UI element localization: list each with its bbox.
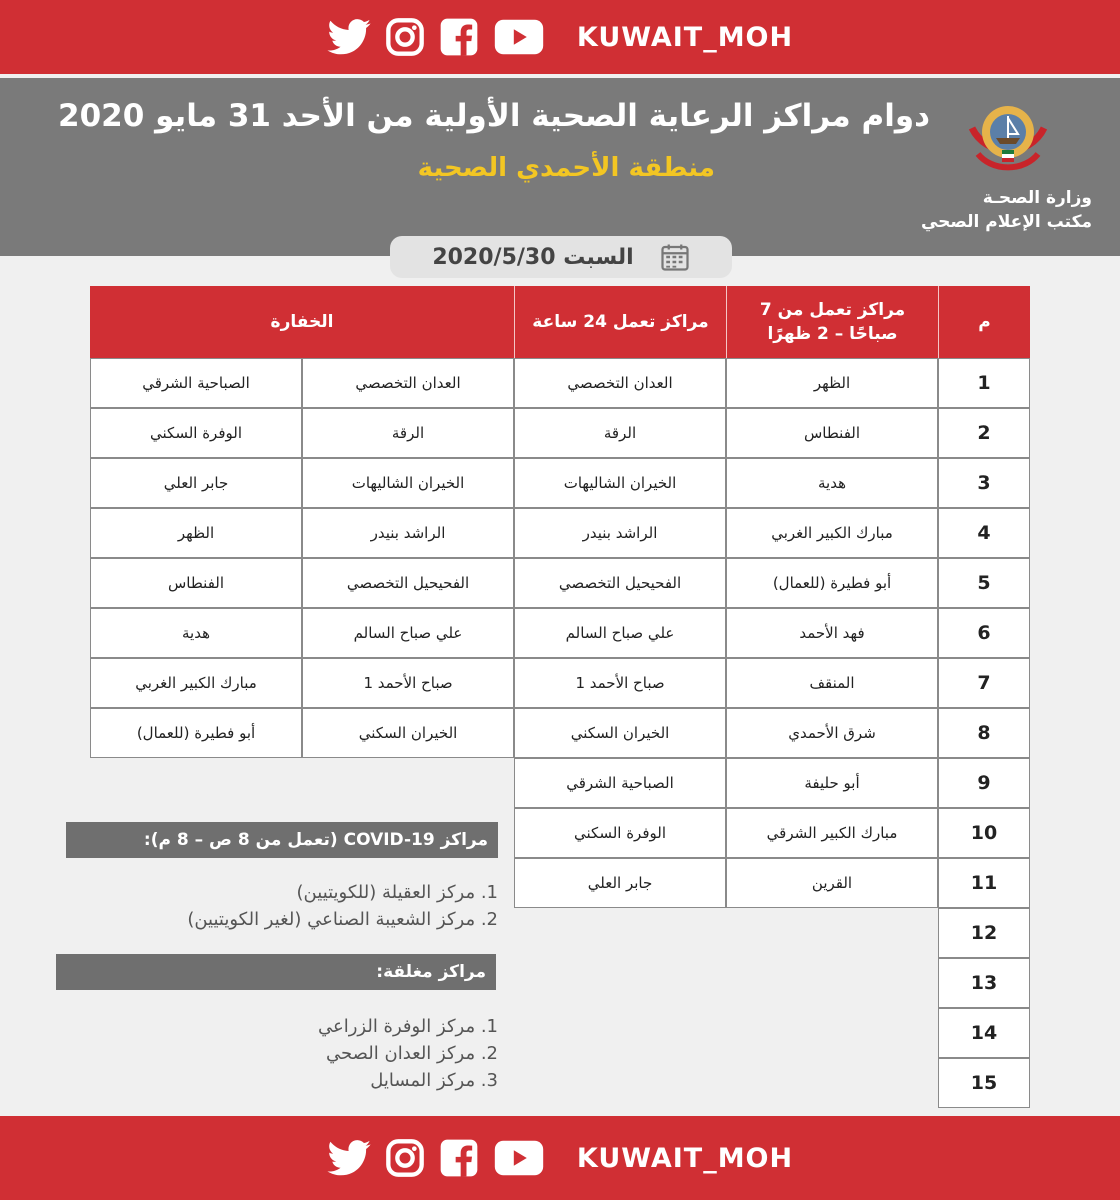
table-cell-duty1: الراشد بنيدر	[302, 508, 514, 558]
table-cell-duty1: صباح الأحمد 1	[302, 658, 514, 708]
table-cell-morning: مبارك الكبير الغربي	[726, 508, 938, 558]
table-cell-h24: الرقة	[514, 408, 726, 458]
instagram-icon[interactable]	[385, 1138, 425, 1178]
table-cell-duty1: الخيران الشاليهات	[302, 458, 514, 508]
table-cell-num: 12	[938, 908, 1030, 958]
table-cell-h24: جابر العلي	[514, 858, 726, 908]
ministry-line-2: مكتب الإعلام الصحي	[920, 212, 1092, 232]
table-cell-duty2: الظهر	[90, 508, 302, 558]
table-cell-h24: صباح الأحمد 1	[514, 658, 726, 708]
bottom-banner	[0, 1116, 1120, 1200]
table-cell-num: 2	[938, 408, 1030, 458]
social-icons-bottom	[327, 1140, 371, 1176]
table-cell-duty1: الخيران السكني	[302, 708, 514, 758]
table-cell-morning: مبارك الكبير الشرقي	[726, 808, 938, 858]
table-cell-num: 4	[938, 508, 1030, 558]
table-cell-h24: الفحيحيل التخصصي	[514, 558, 726, 608]
table-cell-morning: القرين	[726, 858, 938, 908]
list-item: 2. مركز العدان الصحي	[326, 1043, 498, 1064]
table-cell-duty2: هدية	[90, 608, 302, 658]
table-header	[90, 286, 1030, 358]
page-subtitle: منطقة الأحمدي الصحية	[417, 153, 715, 183]
table-cell-num: 7	[938, 658, 1030, 708]
twitter-icon[interactable]	[327, 1140, 371, 1176]
date-pill	[390, 236, 732, 278]
table-cell-duty1: علي صباح السالم	[302, 608, 514, 658]
closed-heading: مراكز مغلقة:	[56, 954, 496, 990]
table-cell-duty1: الرقة	[302, 408, 514, 458]
header-morning-line-1: مراكز تعمل من 7	[759, 300, 906, 320]
ministry-name	[921, 186, 1092, 234]
date-label: السبت 2020/5/30	[432, 244, 634, 270]
table-cell-morning: أبو حليفة	[726, 758, 938, 808]
table-cell-duty2: الفنطاس	[90, 558, 302, 608]
list-item: 2. مركز الشعيبة الصناعي (لغير الكويتيين)	[187, 909, 498, 930]
youtube-icon[interactable]	[493, 18, 545, 56]
table-cell-num: 5	[938, 558, 1030, 608]
ministry-emblem-icon	[958, 98, 1058, 190]
table-cell-h24: الخيران السكني	[514, 708, 726, 758]
facebook-icon[interactable]	[439, 1138, 479, 1178]
list-item: 1. مركز العقيلة (للكويتيين)	[296, 882, 498, 903]
facebook-icon[interactable]	[439, 17, 479, 57]
table-cell-duty2: الصباحية الشرقي	[90, 358, 302, 408]
table-cell-duty2: جابر العلي	[90, 458, 302, 508]
table-cell-h24: الخيران الشاليهات	[514, 458, 726, 508]
table-cell-h24: الراشد بنيدر	[514, 508, 726, 558]
table-cell-num: 3	[938, 458, 1030, 508]
page-title: دوام مراكز الرعاية الصحية الأولية من الأحد 31 مايو 2020	[58, 98, 930, 134]
table-cell-morning: هدية	[726, 458, 938, 508]
header-24h: مراكز تعمل 24 ساعة	[514, 286, 726, 358]
header-duty: الخفارة	[270, 312, 334, 332]
list-item: 3. مركز المسايل	[370, 1070, 498, 1091]
table-cell-duty2: الوفرة السكني	[90, 408, 302, 458]
header-morning	[726, 286, 938, 358]
table-cell-h24: العدان التخصصي	[514, 358, 726, 408]
covid-heading: مراكز COVID-19 (تعمل من 8 ص – 8 م):	[66, 822, 498, 858]
table-cell-duty2: أبو فطيرة (للعمال)	[90, 708, 302, 758]
table-cell-num: 11	[938, 858, 1030, 908]
table-cell-morning: شرق الأحمدي	[726, 708, 938, 758]
table-cell-morning: فهد الأحمد	[726, 608, 938, 658]
twitter-icon[interactable]	[327, 19, 371, 55]
covid-list	[187, 879, 498, 933]
youtube-icon[interactable]	[493, 1139, 545, 1177]
closed-list	[318, 1013, 498, 1094]
ministry-line-1: وزارة الصحـة	[982, 188, 1092, 208]
table-cell-num: 13	[938, 958, 1030, 1008]
table-cell-h24: الصباحية الشرقي	[514, 758, 726, 808]
table-cell-duty1: العدان التخصصي	[302, 358, 514, 408]
list-item: 1. مركز الوفرة الزراعي	[317, 1016, 498, 1037]
calendar-icon	[660, 242, 690, 272]
table-cell-morning: المنقف	[726, 658, 938, 708]
table-cell-num: 1	[938, 358, 1030, 408]
table-cell-num: 14	[938, 1008, 1030, 1058]
table-cell-num: 10	[938, 808, 1030, 858]
instagram-icon[interactable]	[385, 17, 425, 57]
table-cell-duty1: الفحيحيل التخصصي	[302, 558, 514, 608]
table-cell-h24: الوفرة السكني	[514, 808, 726, 858]
top-banner	[0, 0, 1120, 74]
social-icons	[327, 19, 371, 55]
table-cell-morning: الظهر	[726, 358, 938, 408]
table-cell-num: 9	[938, 758, 1030, 808]
table-cell-h24: علي صباح السالم	[514, 608, 726, 658]
header-morning-line-2: صباحًا – 2 ظهرًا	[767, 324, 898, 344]
table-cell-num: 15	[938, 1058, 1030, 1108]
table-cell-morning: أبو فطيرة (للعمال)	[726, 558, 938, 608]
table-cell-num: 8	[938, 708, 1030, 758]
table-cell-morning: الفنطاس	[726, 408, 938, 458]
brand-handle[interactable]: KUWAIT_MOH	[576, 1142, 794, 1174]
table-cell-num: 6	[938, 608, 1030, 658]
header-number: م	[938, 286, 1030, 358]
brand-handle[interactable]: KUWAIT_MOH	[576, 21, 794, 53]
table-cell-duty2: مبارك الكبير الغربي	[90, 658, 302, 708]
